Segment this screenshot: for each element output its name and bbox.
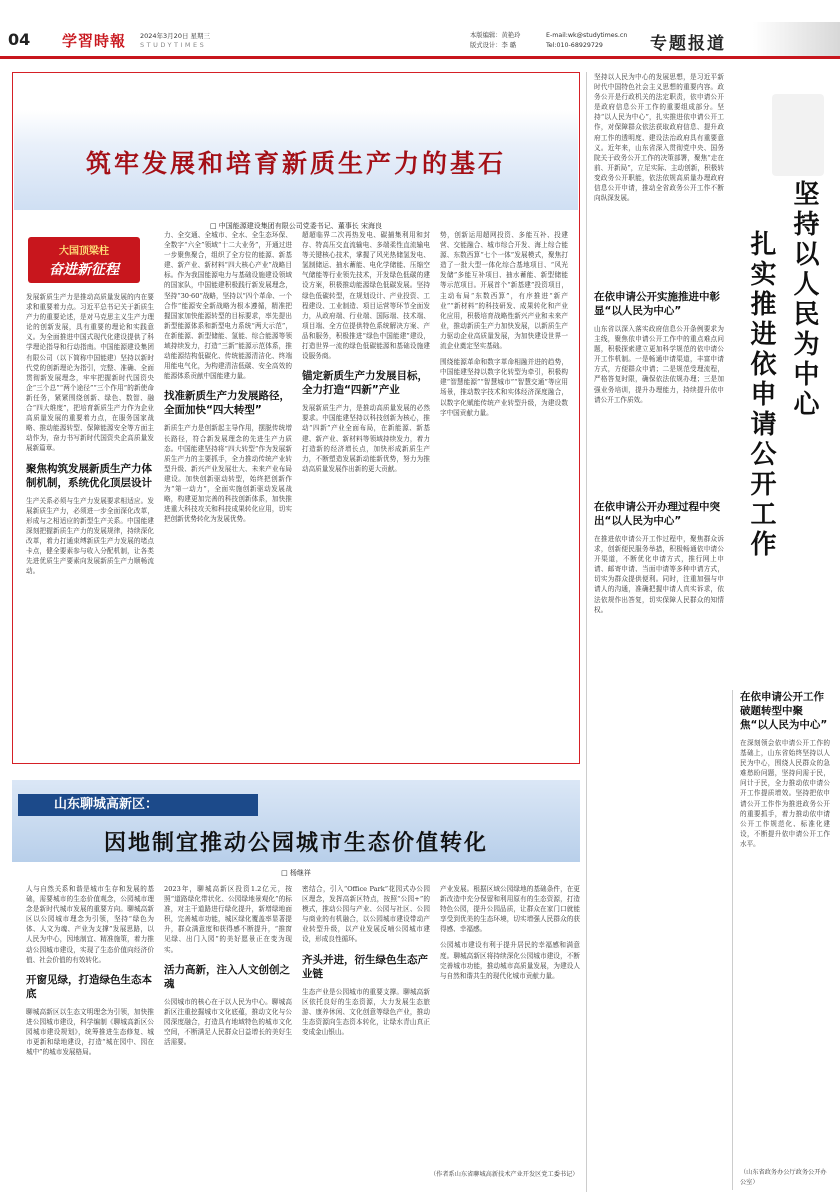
paragraph: 势，创新运用超网投资、多能互补、投建营、交能融合、城市综合开发、海上综合能源、东数西算“七个一体”发展模式，聚焦打造了一批大型一体化综合基地项目、“风光发储”多能互补项目、抽水蓄能、新型储能等示范项目。开展首个“新基建”投资项目，主动布局“东数西算”，有序推进“新产业”“新材料”的科技研发、成果转化和产业化应用，积极培育战略性新兴产业和未来产业，推动新质生产力加快发展，以新质生产力驱动企业高质量发展，为加快建设世界一流企业奠定坚实基础。: [440, 231, 568, 351]
article2-column-3: [302, 884, 430, 1190]
article2-kicker: 山东聊城高新区：: [18, 794, 258, 816]
right-column-section-3: [740, 690, 830, 1160]
paragraph: 聊城高新区以生态文明理念为引领，加快推进公园城市建设，科学编制《聊城高新区公园城市建设规划》，统筹推进生态修复、城市更新和绿地建设，打造“城在园中、园在城中”的城市发展格局。: [26, 1007, 154, 1057]
phone-line: Tel:010-68929729: [546, 42, 603, 49]
badge-line1: 大国顶梁柱: [59, 246, 109, 257]
title-line-2: 扎实推进依申请公开工作: [746, 230, 776, 560]
header-decoration: [753, 22, 840, 56]
newspaper-logo: 学習時報: [62, 32, 127, 50]
paragraph: 在深刻领会依申请公开工作的基础上，山东省始终坚持以人民为中心，围绕人民群众的急难愁盼问题，坚持问需于民，问计于民，全力推动依申请公开工作提质增效。坚持把依申请公开工作作为推进政务公开的重要抓手，着力推动依申请公开工作规范化、标准化建设，不断提升依申请公开工作水平。: [740, 739, 830, 848]
paragraph: 围绕能源革命和数字革命相融并进的趋势，中国能建坚持以数字化转型为牵引，积极构建“智慧能源”“智慧城市”“智慧交通”等应用场景，推动数字技术和实体经济深度融合，以数字化赋能传统产业转型升级，为建设数字中国贡献力量。: [440, 358, 568, 417]
article2-footnote: （作者系山东省聊城高新技术产业开发区党工委书记）: [430, 1171, 579, 1178]
subheading: 齐头并进，衍生绿色生态产业链: [302, 953, 428, 980]
paragraph: 人与自然关系和谐是城市生存和发展的基础，需要城市的生态价值观念，公园城市理念是新时代城市发展的重要方向。聊城高新区以公园城市理念为引领，坚持“绿色为体、人文为魂、产业为支撑”发展思路，以人民为中心，因地制宜、精准施策，着力推动公园城市建设，实现了生态价值向经济价值、社会价值的有效转化。: [26, 885, 154, 964]
subheading: 开窗见绿，打造绿色生态本底: [26, 973, 152, 1000]
right-column-footnote: （山东省政务办公厅政务公开办公室）: [740, 1169, 827, 1186]
subheading: 在依申请公开工作破题转型中聚焦“以人民为中心”: [740, 691, 828, 731]
subheading: 聚焦构筑发展新质生产力体制机制，系统优化顶层设计: [26, 462, 152, 489]
contact-info: [546, 31, 627, 51]
email-line: E-mail:wk@studytimes.cn: [546, 32, 628, 39]
subheading: 活力高新，注入人文创创之魂: [164, 963, 290, 990]
editor-credits: [470, 31, 520, 51]
paragraph: 在推进依申请公开工作过程中，聚焦群众诉求，创新便民服务举措，积极畅通依申请公开渠道，不断优化申请方式，推行网上申请、邮寄申请、当面申请等多种申请方式，切实为群众提供便利。同时，注重加强与申请人的沟通，准确把握申请人真实诉求，依法依规作出答复，切实保障人民群众的知情权。: [594, 535, 724, 614]
article2-byline: □ 杨继祥: [281, 869, 311, 877]
paragraph: 发展新质生产力是推动高质量发展的内在要求和重要着力点。习近平总书记关于新质生产力的重要论述，是对马克思主义生产力理论的创新发展，具有重要的理论和实践意义。为全面推进中国式现代化建设提供了科学理论指导和行动指南。中国能源建设集团有限公司（以下简称中国能建）坚持以新时代党的创新理论为指引，完整、准确、全面贯彻新发展理念，牢牢把握新时代国资央企“三个总”“两个途径”“三个作用”的新使命新任务，紧紧围绕创新、绿色、数智、融合“四大维度”，把培育新质生产力作为企业高质量发展的重要着力点，在服务国家战略、推动能源转型、保障能源安全等方面主动作为，奋力书写新时代国资央企高质量发展新篇章。: [26, 293, 154, 453]
subheading: 在依申请公开实施推进中彰显“以人民为中心”: [594, 291, 720, 317]
header-rule: [0, 56, 840, 59]
column-divider: [732, 690, 733, 1190]
article2-column-2: [164, 884, 292, 1190]
paragraph: 公园城市建设有利于提升居民的幸福感和满意度。聊城高新区将持续深化公园城市建设，不断完善城市功能，推动城市高质量发展，为建设人与自然和谐共生的现代化城市贡献力量。: [440, 941, 580, 980]
issue-date: 2024年3月20日 星期三: [140, 32, 211, 40]
newspaper-subtitle: STUDYTIMES: [140, 41, 207, 49]
paragraph: 密结合，引入“Office Park”花园式办公园区理念，发挥高新区特点，按照“公园+”的模式，推动公园与产业、公园与社区、公园与商业的有机融合，以公园城市建设带动产业转型升级，以产业发展反哺公园城市建设，形成良性循环。: [302, 885, 430, 944]
article1-title: 筑牢发展和培育新质生产力的基石: [85, 149, 506, 178]
article2-column-4: [440, 884, 580, 1166]
right-article-title: [738, 180, 828, 700]
page-number: 04: [8, 30, 31, 49]
title-ornament: [772, 94, 824, 176]
paragraph: 生产关系必须与生产力发展要求相适应。发展新质生产力，必须进一步全面深化改革，形成与之相适应的新型生产关系。中国能建深刻把握新质生产力的发展规律，持续深化改革，着力打通束缚新质生产力发展的堵点卡点，健全要素参与收入分配机制，让各类先进优质生产要素向发展新质生产力顺畅流动。: [26, 496, 154, 576]
article1-banner: [14, 110, 578, 210]
badge-line2: 奋进新征程: [49, 262, 119, 278]
series-badge: [28, 237, 140, 283]
paragraph: 山东省以深入落实政府信息公开条例要求为主线，聚焦依申请公开工作中的重点难点问题，积极探索建立更加科学规范的依申请公开工作机制。一是畅通申请渠道，丰富申请方式，方便群众申请；二是规范受理流程，严格答复时限，确保依法依规办理；三是加强业务培训，提升办理能力，持续提升依申请公开工作质效。: [594, 325, 724, 404]
paragraph: 2023年，聊城高新区投资1.2亿元，按照“道路绿化带状化、公园绿地景观化”的标准，对主干道路进行绿化提升，新增绿地面积，完善城市功能，城区绿化覆盖率显著提升，群众满意度和获得感不断提升，“推窗见绿、出门入园”的美好愿景正在变为现实。: [164, 885, 292, 954]
article2-title: 因地制宜推动公园城市生态价值转化: [103, 830, 488, 856]
paragraph: 力、全交通、全城市、全水、全生态环保、全数字“六全”领域“十二大业务”，开通过进一步聚焦聚合，组织了全方位的能源、新基建、新产业、新材料“四大核心产业”战略目标。作为我国能源电力与基础设施建设领域的国家队，中国能建积极践行新发展理念，坚持“30·60”战略，坚持以“四个革命、一个合作”能源安全新战略为根本遵循，精准把握国家加快能源转型的目标要求，率先提出新型能源体系和新型电力系统“两大示范”，在新能源、新型储能、氢能、综合能源等领域持续发力，打造“三新”能源示范体系，推动能源结构低碳化、传统能源清洁化、终端用能电气化，为构建清洁低碳、安全高效的能源体系贡献中国能建力量。: [164, 231, 292, 381]
article1-column-4: [440, 230, 568, 756]
column-divider: [586, 72, 587, 1192]
right-column-intro: [594, 72, 724, 282]
right-column-section-2: [594, 500, 724, 1160]
designer-line: 版式设计：李 璐: [470, 42, 517, 49]
article1-column-2: [164, 230, 292, 756]
right-column-section-1: [594, 290, 724, 490]
paragraph: 超超临界二次再热发电、碳捕集利用和封存、特高压交直流输电、多端柔性直流输电等关键核心技术，掌握了风光热储氢发电、氢制储运、抽水蓄能、电化学储能、压缩空气储能等行业领先技术，开发绿色低碳的建设方案，积极推动能源绿色低碳发展。坚持绿色低碳转型，在规划设计、产业投资、工程建设、工业制造、项目运营等环节全面发力，从政府端、行业端、国际端、技术端、项目端、全方位提供特色系统解决方案、产品和服务，积极推进“绿色中国能建”建设，打造世界一流的绿色低碳能源和基础设施建设服务商。: [302, 231, 430, 361]
article2-column-1: [26, 884, 154, 1190]
paragraph: 生态产业是公园城市的重要支撑。聊城高新区依托良好的生态资源，大力发展生态旅游、康养休闲、文化创意等绿色产业，推动生态资源向生态资本转化，让绿水青山真正变成金山银山。: [302, 987, 430, 1036]
paragraph: 发展新质生产力，是推动高质量发展的必然要求。中国能建坚持以科技创新为核心，推动“四新”产业全面布局，在新能源、新基建、新产业、新材料等领域持续发力，着力打造新的经济增长点，加快形成新质生产力，不断塑造发展新动能新优势，努力为推动高质量发展作出新的更大贡献。: [302, 404, 430, 473]
article1-column-3: [302, 230, 430, 756]
article1-column-1: [26, 292, 154, 756]
paragraph: 公园城市的核心在于以人民为中心。聊城高新区注重挖掘城市文化底蕴，推动文化与公园深度融合，打造具有地域特色的城市文化空间，不断满足人民群众日益增长的美好生活需要。: [164, 997, 292, 1047]
section-title: 专题报道: [650, 34, 726, 54]
paragraph: 新质生产力是创新起主导作用，摆脱传统增长路径，符合新发展理念的先进生产力质态。中国能建坚持将“四大转型”作为发展新质生产力的主要抓手，全力推动传统产业转型升级、新兴产业发展壮大、未来产业布局建设。加快创新驱动转型，始终把创新作为“第一动力”，全面实施创新驱动发展战略，构建更加完善的科技创新体系，加快推进重大科技攻关和科技成果转化应用，切实把创新优势转化为发展优势。: [164, 424, 292, 524]
title-line-1: 坚持以人民为中心: [789, 180, 819, 420]
subheading: 锚定新质生产力发展目标，全力打造“四新”产业: [302, 370, 428, 397]
subheading: 在依申请公开办理过程中突出“以人民为中心”: [594, 501, 720, 527]
paragraph: 产业发展。根据区域公园绿地的基础条件，在更新改造中充分保留和利用原有的生态资源，打造特色公园，提升公园品质，让群众在家门口就能享受到优美的生态环境，切实增强人民群众的获得感、幸福感。: [440, 885, 580, 934]
subheading: 找准新质生产力发展路径，全面加快“四大转型”: [164, 390, 290, 417]
editor-line: 本版编辑：黄艳玲: [470, 32, 521, 39]
paragraph: 坚持以人民为中心的发展思想，是习近平新时代中国特色社会主义思想的重要内容。政务公开是行政机关的法定职责，依申请公开是政府信息公开工作的重要组成部分。坚持“以人民为中心”，扎实推进依申请公开工作，对保障群众依法获取政府信息、提升政府工作的透明度、建设法治政府具有重要意义。近年来，山东省深入贯彻党中央、国务院关于政务公开工作的决策部署，聚焦“走在前、开新局”，立足实际、主动创新，积极转变政务公开职能，依法依规高质量办理政府信息公开申请，推动全省政务公开工作不断向纵深发展。: [594, 73, 724, 203]
article1-byline: □ 中国能源建设集团有限公司党委书记、董事长 宋海良: [209, 222, 383, 230]
